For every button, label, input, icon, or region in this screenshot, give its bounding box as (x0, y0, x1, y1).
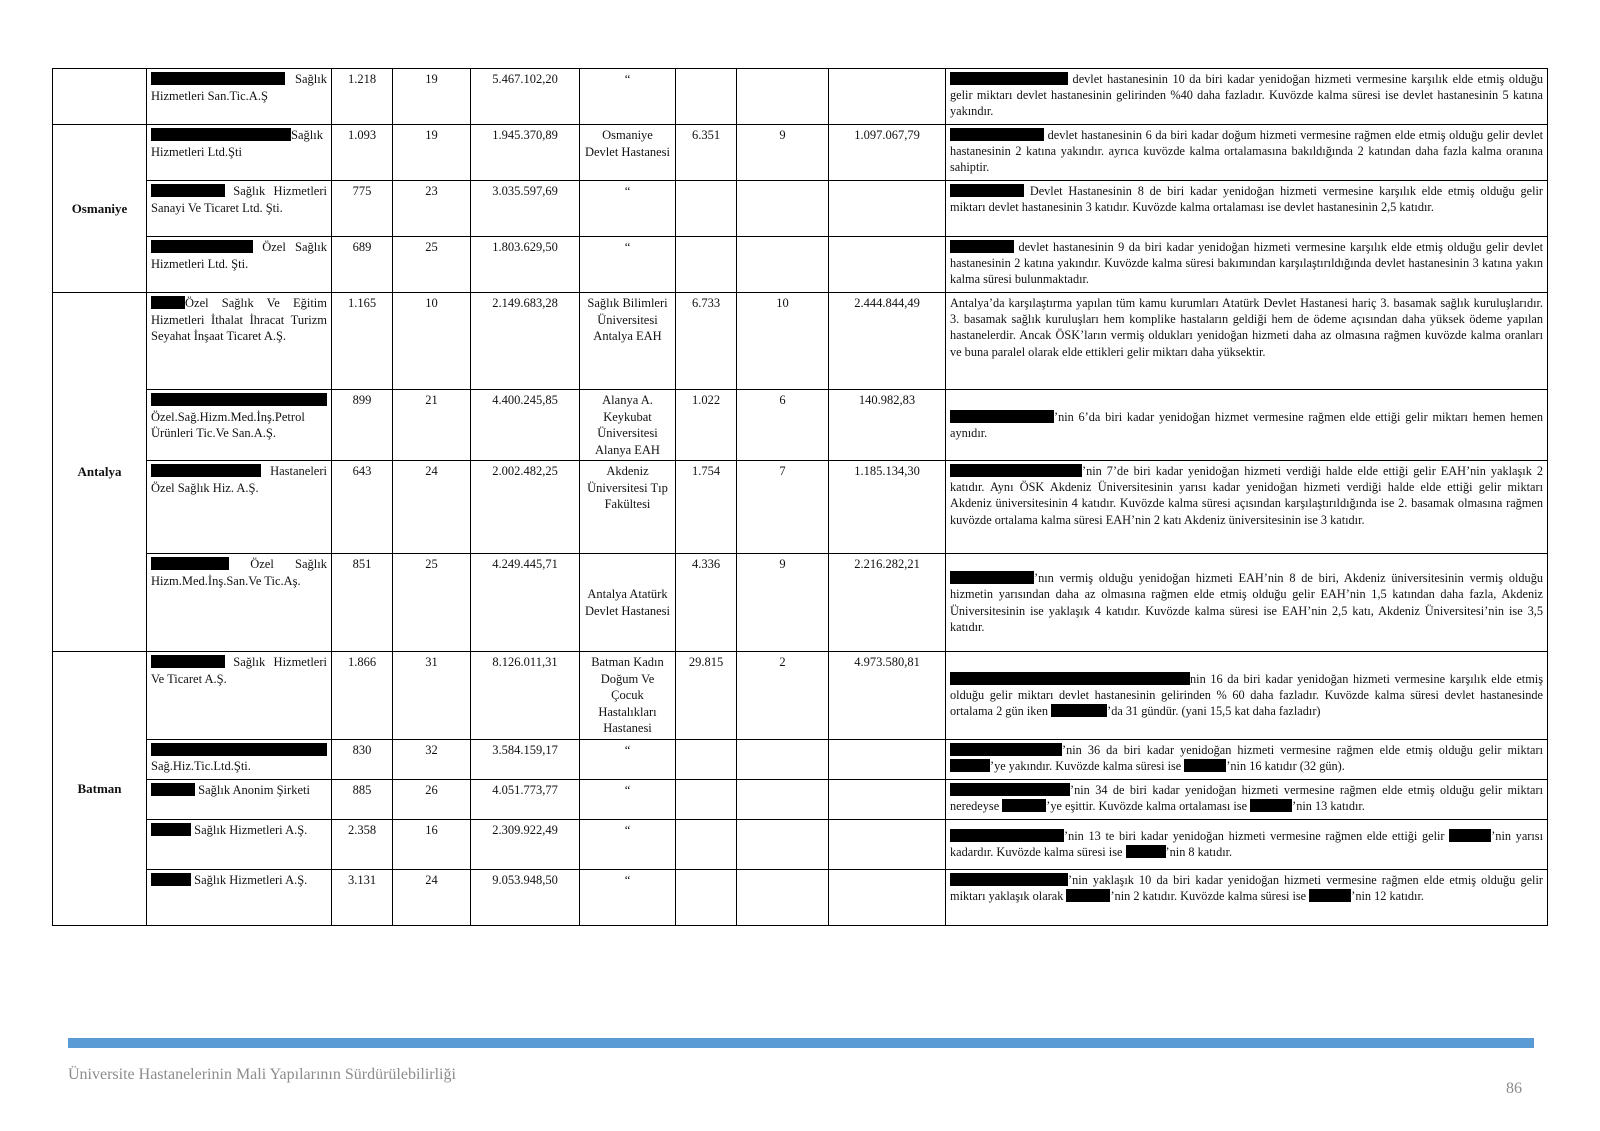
comparison-note: ’nin 7’de biri kadar yenidoğan hizmeti verdiği halde elde ettiği gelir EAH’nin yaklaşık 2 katıdır. Aynı ÖSK Akdeniz Üniversitesinin yarısı kadar yenidoğan hizmeti verdiği halde elde ettiği gelir miktarı Akdeniz üniversitesinin 4 katıdır. Kuvözde kalma süresi açısından karşılaştırıldığında ise 2. basamak olmasına rağmen kuvözde ortalama kalma süresi EAH’nin 2 katı Akdeniz üniversitesinin ise 3 katıdır. (946, 461, 1548, 554)
page-number: 86 (1506, 1080, 1522, 1097)
comparison-note: ’nin 13 te biri kadar yenidoğan hizmeti vermesine rağmen elde ettiği gelir ’nin yarısı kadardır. Kuvözde kalma süresi ise ’nin 8 katıdır. (946, 819, 1548, 869)
company-name: Özel Sağlık Hizm.Med.İnş.San.Ve Tic.Aş. (147, 554, 332, 652)
incubator-days: 23 (393, 181, 471, 237)
redaction-block (950, 128, 1044, 141)
redaction-block (950, 873, 1068, 886)
redaction-block (950, 72, 1068, 85)
birth-count: 1.165 (332, 293, 393, 390)
company-name: Sağlık Hizmetleri Sanayi Ve Ticaret Ltd. Şti. (147, 181, 332, 237)
birth-count: 1.093 (332, 125, 393, 181)
redaction-block (950, 464, 1082, 477)
company-name: Sağlık Anonim Şirketi (147, 779, 332, 819)
public-birth-count: 29.815 (676, 652, 737, 740)
public-income (829, 739, 946, 779)
redaction-block (1051, 704, 1107, 717)
public-income: 140.982,83 (829, 390, 946, 461)
redaction-block (151, 464, 261, 477)
redaction-block (151, 655, 225, 668)
incubator-days: 10 (393, 293, 471, 390)
public-hospital: “ (580, 779, 676, 819)
redaction-block (950, 759, 990, 772)
birth-count: 851 (332, 554, 393, 652)
redaction-block (950, 829, 1064, 842)
birth-count: 830 (332, 739, 393, 779)
birth-count: 899 (332, 390, 393, 461)
public-hospital: “ (580, 237, 676, 293)
table-row (53, 293, 1548, 390)
province-cell: Batman (53, 652, 147, 926)
public-birth-count: 6.733 (676, 293, 737, 390)
incubator-days: 26 (393, 779, 471, 819)
public-birth-count: 4.336 (676, 554, 737, 652)
comparison-note: Devlet Hastanesinin 8 de biri kadar yenidoğan hizmeti vermesine karşılık elde etmiş olduğu gelir miktarı devlet hastanesinin 3 katıdır. Kuvözde kalma ortalaması ise devlet hastanesinin 2,5 katıdır. (946, 181, 1548, 237)
table-row (53, 69, 1548, 125)
redaction-block (151, 296, 185, 309)
table-row (53, 554, 1548, 652)
redaction-block (950, 240, 1014, 253)
table-row (53, 869, 1548, 925)
table-row (53, 181, 1548, 237)
company-name: Özel Sağlık Ve Eğitim Hizmetleri İthalat İhracat Turizm Seyahat İnşaat Ticaret A.Ş. (147, 293, 332, 390)
redaction-block (950, 743, 1062, 756)
incubator-days: 19 (393, 69, 471, 125)
birth-count: 3.131 (332, 869, 393, 925)
public-incubator-days (737, 69, 829, 125)
incubator-days: 25 (393, 554, 471, 652)
redaction-block (151, 240, 253, 253)
incubator-days: 31 (393, 652, 471, 740)
redaction-block (1184, 759, 1226, 772)
public-birth-count (676, 869, 737, 925)
public-hospital: “ (580, 181, 676, 237)
hospital-comparison-table (52, 68, 1548, 926)
company-name: Sağlık Hizmetleri Ve Ticaret A.Ş. (147, 652, 332, 740)
public-hospital: “ (580, 69, 676, 125)
income-amount: 4.400.245,85 (471, 390, 580, 461)
incubator-days: 24 (393, 461, 471, 554)
public-incubator-days (737, 739, 829, 779)
public-incubator-days: 10 (737, 293, 829, 390)
company-name: Sağlık Hizmetleri San.Tic.A.Ş (147, 69, 332, 125)
income-amount: 9.053.948,50 (471, 869, 580, 925)
incubator-days: 32 (393, 739, 471, 779)
incubator-days: 21 (393, 390, 471, 461)
public-birth-count: 1.754 (676, 461, 737, 554)
public-income (829, 819, 946, 869)
public-incubator-days (737, 779, 829, 819)
redaction-block (1449, 829, 1491, 842)
redaction-block (1066, 889, 1110, 902)
incubator-days: 25 (393, 237, 471, 293)
public-birth-count (676, 237, 737, 293)
public-income (829, 181, 946, 237)
income-amount: 4.051.773,77 (471, 779, 580, 819)
birth-count: 1.866 (332, 652, 393, 740)
public-income: 1.097.067,79 (829, 125, 946, 181)
public-incubator-days (737, 237, 829, 293)
birth-count: 2.358 (332, 819, 393, 869)
birth-count: 689 (332, 237, 393, 293)
public-hospital: “ (580, 819, 676, 869)
company-name: Sağlık Hizmetleri Ltd.Şti (147, 125, 332, 181)
comparison-note: ’nin yaklaşık 10 da biri kadar yenidoğan hizmeti vermesine rağmen elde etmiş olduğu gelir miktarı yaklaşık olarak ’nin 2 katıdır. Kuvözde kalma süresi ise ’nin 12 katıdır. (946, 869, 1548, 925)
redaction-block (950, 571, 1034, 584)
table-row (53, 819, 1548, 869)
table-row (53, 390, 1548, 461)
public-hospital: Osmaniye Devlet Hastanesi (580, 125, 676, 181)
public-incubator-days (737, 181, 829, 237)
public-income (829, 869, 946, 925)
comparison-note: devlet hastanesinin 6 da biri kadar doğum hizmeti vermesine rağmen elde etmiş olduğu gelir devlet hastanesinin 2 katına yakındır. ayrıca kuvözde kalma ortalamasına bakıldığında 2 katından daha fazla kalma oranına sahiptir. (946, 125, 1548, 181)
comparison-note: devlet hastanesinin 10 da biri kadar yenidoğan hizmeti vermesine karşılık elde etmiş olduğu gelir miktarı devlet hastanesinin gelirinden %40 daha fazladır. Kuvözde kalma süresi ise devlet hastanesinin 5 katına yakındır. (946, 69, 1548, 125)
public-birth-count (676, 181, 737, 237)
redaction-block (151, 873, 191, 886)
income-amount: 3.584.159,17 (471, 739, 580, 779)
public-income: 1.185.134,30 (829, 461, 946, 554)
redaction-block (950, 184, 1024, 197)
company-name: Hastaneleri Özel Sağlık Hiz. A.Ş. (147, 461, 332, 554)
public-birth-count (676, 69, 737, 125)
birth-count: 1.218 (332, 69, 393, 125)
public-incubator-days (737, 819, 829, 869)
birth-count: 775 (332, 181, 393, 237)
birth-count: 643 (332, 461, 393, 554)
redaction-block (151, 783, 195, 796)
company-name: Sağlık Hizmetleri A.Ş. (147, 819, 332, 869)
redaction-block (950, 410, 1054, 423)
public-incubator-days (737, 869, 829, 925)
income-amount: 2.149.683,28 (471, 293, 580, 390)
income-amount: 1.803.629,50 (471, 237, 580, 293)
public-birth-count (676, 779, 737, 819)
incubator-days: 24 (393, 869, 471, 925)
redaction-block (151, 128, 291, 141)
public-birth-count (676, 739, 737, 779)
comparison-note: nin 16 da biri kadar yenidoğan hizmeti vermesine karşılık elde etmiş olduğu gelir miktarı devlet hastanesinin gelirinden % 60 daha fazladır. Kuvözde kalma süresi devlet hastanesinde ortalama 2 gün iken ’da 31 gündür. (yani 15,5 kat daha fazladır) (946, 652, 1548, 740)
company-name: Sağlık Hizmetleri A.Ş. (147, 869, 332, 925)
public-birth-count: 6.351 (676, 125, 737, 181)
public-hospital: “ (580, 739, 676, 779)
table-row (53, 237, 1548, 293)
redaction-block (151, 72, 285, 85)
province-cell: Osmaniye (53, 125, 147, 293)
public-birth-count: 1.022 (676, 390, 737, 461)
comparison-note: ’nin 6’da biri kadar yenidoğan hizmet vermesine rağmen elde ettiği gelir miktarı hemen hemen aynıdır. (946, 390, 1548, 461)
public-income (829, 237, 946, 293)
table-row (53, 461, 1548, 554)
income-amount: 3.035.597,69 (471, 181, 580, 237)
income-amount: 1.945.370,89 (471, 125, 580, 181)
public-incubator-days: 7 (737, 461, 829, 554)
incubator-days: 19 (393, 125, 471, 181)
income-amount: 2.309.922,49 (471, 819, 580, 869)
redaction-block (1002, 799, 1046, 812)
redaction-block (151, 823, 191, 836)
table-row (53, 125, 1548, 181)
redaction-block (1250, 799, 1292, 812)
province-cell: Antalya (53, 293, 147, 652)
public-incubator-days: 6 (737, 390, 829, 461)
public-incubator-days: 2 (737, 652, 829, 740)
income-amount: 5.467.102,20 (471, 69, 580, 125)
comparison-note: ’nin 34 de biri kadar yenidoğan hizmeti vermesine rağmen elde etmiş olduğu gelir miktarı neredeyse ’ye eşittir. Kuvözde kalma ortalaması ise ’nin 13 katıdır. (946, 779, 1548, 819)
company-name: Sağ.Hiz.Tic.Ltd.Şti. (147, 739, 332, 779)
income-amount: 8.126.011,31 (471, 652, 580, 740)
incubator-days: 16 (393, 819, 471, 869)
footer-accent-bar (68, 1038, 1534, 1048)
redaction-block (151, 184, 225, 197)
birth-count: 885 (332, 779, 393, 819)
public-income: 2.444.844,49 (829, 293, 946, 390)
income-amount: 4.249.445,71 (471, 554, 580, 652)
public-hospital: Akdeniz Üniversitesi Tıp Fakültesi (580, 461, 676, 554)
table-row (53, 652, 1548, 740)
public-income: 2.216.282,21 (829, 554, 946, 652)
comparison-note: ’nın vermiş olduğu yenidoğan hizmeti EAH’nin 8 de biri, Akdeniz üniversitesinin vermiş olduğu hizmetin yarısından daha az olmasına rağmen elde etmiş olduğu gelir EAH’nin 1,5 katından daha fazla, Akdeniz Üniversitesinin ise yaklaşık 4 katıdır. Kuvözde kalma süresi ise EAH’nin 2,5 katı, Akdeniz Üniversitesi’nin ise 3,5 katıdır. (946, 554, 1548, 652)
public-incubator-days: 9 (737, 125, 829, 181)
public-hospital: Alanya A. Keykubat Üniversitesi Alanya EAH (580, 390, 676, 461)
company-name: Özel.Sağ.Hizm.Med.İnş.Petrol Ürünleri Tic.Ve San.A.Ş. (147, 390, 332, 461)
redaction-block (151, 393, 327, 406)
public-income (829, 779, 946, 819)
table-row (53, 739, 1548, 779)
footer-title: Üniversite Hastanelerinin Mali Yapılarının Sürdürülebilirliği (68, 1066, 456, 1083)
redaction-block (950, 783, 1070, 796)
income-amount: 2.002.482,25 (471, 461, 580, 554)
public-hospital: Batman Kadın Doğum Ve Çocuk Hastalıkları Hastanesi (580, 652, 676, 740)
public-incubator-days: 9 (737, 554, 829, 652)
public-hospital: Antalya Atatürk Devlet Hastanesi (580, 554, 676, 652)
comparison-note: devlet hastanesinin 9 da biri kadar yenidoğan hizmeti vermesine karşılık elde etmiş olduğu gelir devlet hastanesinin 2 katına yakındır. Kuvözde kalma süresi bakımından karşılaştırıldığında devlet hastanesinin 3 katına yakın kalma süresi bulunmaktadır. (946, 237, 1548, 293)
redaction-block (151, 557, 229, 570)
public-income: 4.973.580,81 (829, 652, 946, 740)
public-birth-count (676, 819, 737, 869)
province-cell (53, 69, 147, 125)
comparison-note: ’nin 36 da biri kadar yenidoğan hizmeti vermesine rağmen elde etmiş olduğu gelir miktarı ’ye yakındır. Kuvözde kalma süresi ise ’nin 16 katıdır (32 gün). (946, 739, 1548, 779)
public-hospital: Sağlık Bilimleri Üniversitesi Antalya EAH (580, 293, 676, 390)
redaction-block (151, 743, 327, 756)
redaction-block (1126, 845, 1166, 858)
public-hospital: “ (580, 869, 676, 925)
comparison-note: Antalya’da karşılaştırma yapılan tüm kamu kurumları Atatürk Devlet Hastanesi hariç 3. basamak sağlık kuruluşlarıdır. 3. basamak sağlık kuruluşları hem komplike hastaların geldiği hem de ödeme açısından daha yüksek ödeme yapılan hastanelerdir. Ancak ÖSK’ların vermiş oldukları yenidoğan hizmeti daha az olmasına rağmen kuvözde kalma oranları ve buna paralel olarak elde ettikleri gelir miktarı daha yüksektir. (946, 293, 1548, 390)
public-income (829, 69, 946, 125)
redaction-block (1309, 889, 1351, 902)
company-name: Özel Sağlık Hizmetleri Ltd. Şti. (147, 237, 332, 293)
table-row (53, 779, 1548, 819)
redaction-block (950, 672, 1190, 685)
